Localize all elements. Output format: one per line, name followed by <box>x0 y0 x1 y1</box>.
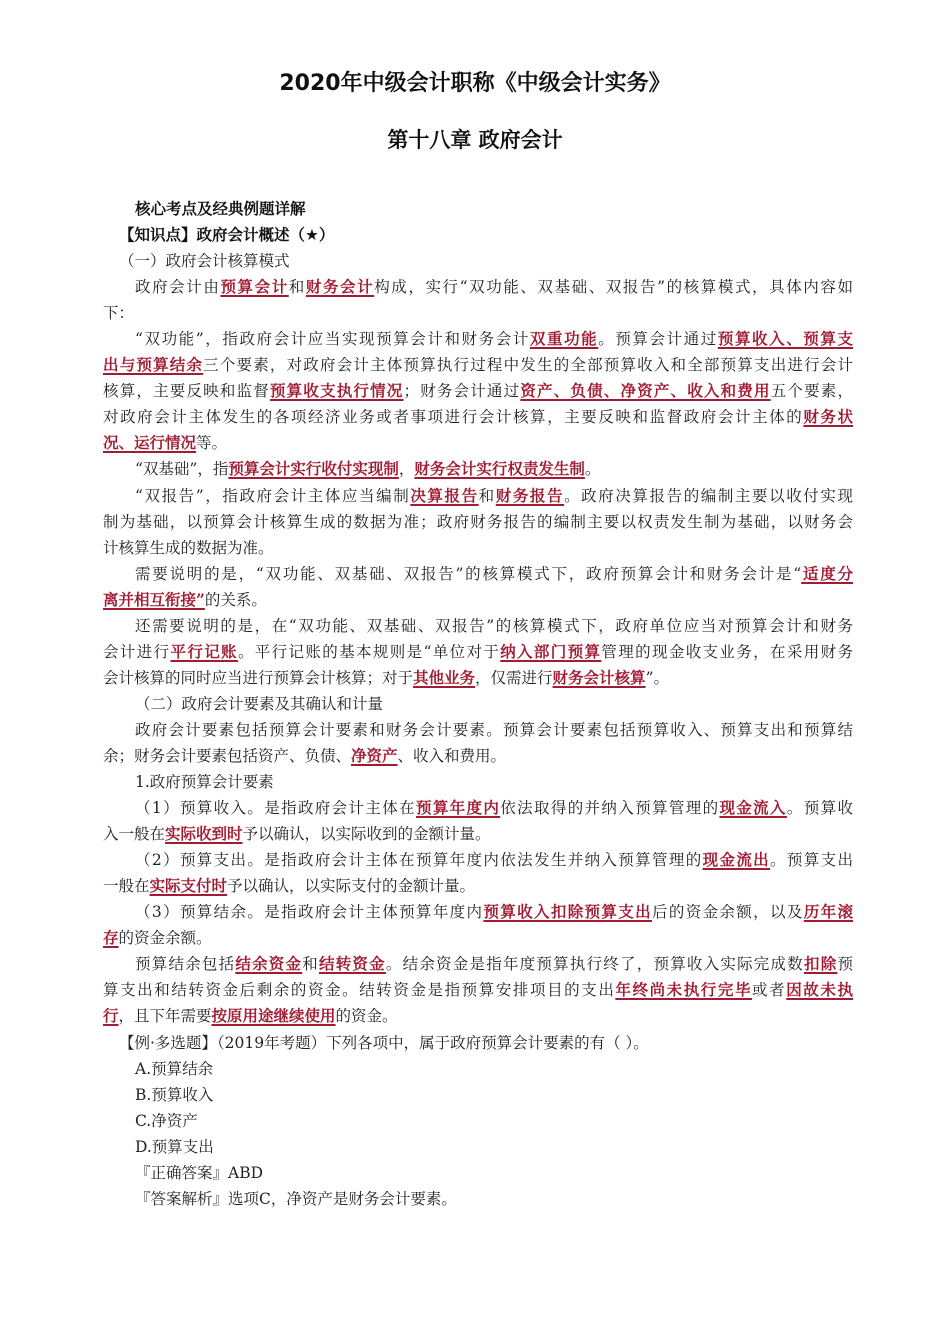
text-segment: 三个要素，对政府会计主体预算执行过程中发生的全部预算收入和全部预算支出进行会计 <box>203 356 853 375</box>
text-segment: 余；财务会计要素包括资产、负债、 <box>103 746 352 765</box>
text-line <box>103 717 853 743</box>
text-segment: 政府会计由 <box>135 278 221 297</box>
text-line <box>103 665 853 691</box>
text-line <box>103 977 853 1003</box>
text-segment: （1）预算收入。是指政府会计主体在 <box>135 799 416 818</box>
text-segment: 。预算收 <box>786 799 853 818</box>
key-term: 财务会计 <box>305 277 375 297</box>
text-segment: 构成，实行“双功能、双基础、双报告”的核算模式，具体内容如 <box>374 278 853 297</box>
key-term: 适度分 <box>801 563 853 583</box>
key-term: 纳入部门预算 <box>500 641 602 661</box>
key-term: 行 <box>103 1006 119 1026</box>
key-term: 离并相互衔接” <box>103 589 205 609</box>
key-term: 扣除 <box>803 954 838 974</box>
key-term: 平行记账 <box>170 641 238 661</box>
key-term: 其他业务 <box>413 667 476 687</box>
text-segment: ，且下年需要 <box>118 1007 212 1026</box>
text-segment: 会计核算的同时应当进行预算会计核算；对于 <box>103 668 414 687</box>
text-segment: D.预算支出 <box>135 1137 214 1156</box>
key-term: 财务状 <box>803 407 853 427</box>
text-line <box>103 456 853 482</box>
key-term: 结余资金 <box>235 954 303 974</box>
text-segment: 予以确认，以实际收到的金额计量。 <box>242 825 491 844</box>
text-segment: 下： <box>103 304 135 323</box>
text-segment: 一般在 <box>103 877 150 896</box>
text-line <box>103 925 853 951</box>
text-segment: “双基础”，指 <box>135 460 229 479</box>
text-segment: ”。 <box>645 668 669 687</box>
chapter-title: 第十八章 政府会计 <box>387 128 563 152</box>
text-line <box>103 326 853 352</box>
text-segment: 的关系。 <box>204 590 267 609</box>
text-line <box>103 639 853 665</box>
text-segment: 核心考点及经典例题详解 <box>135 200 306 218</box>
text-line <box>103 899 853 925</box>
text-segment: ，仅需进行 <box>475 668 553 687</box>
key-term: 现金流出 <box>702 850 771 870</box>
text-line <box>103 196 853 222</box>
text-line <box>103 743 853 769</box>
text-segment: 等。 <box>196 434 228 453</box>
text-segment: 的资金余额。 <box>118 929 212 948</box>
text-segment: ， <box>398 460 415 479</box>
key-term: 预算会计 <box>220 277 289 297</box>
text-line <box>103 378 853 404</box>
key-term: 实际支付时 <box>149 876 228 896</box>
text-segment: 对政府会计主体发生的各项经济业务或者事项进行会计核算，主要反映和监督政府会计主体的 <box>103 408 804 427</box>
text-line <box>103 1186 853 1212</box>
text-segment: 『答案解析』选项C，净资产是财务会计要素。 <box>135 1189 457 1208</box>
key-term: 因故未执 <box>786 980 853 1000</box>
text-line <box>103 1108 853 1134</box>
key-term: 预算收入、预算支 <box>717 329 853 349</box>
text-line <box>103 561 853 587</box>
text-segment: B.预算收入 <box>135 1085 214 1104</box>
text-segment: 。结余资金是指年度预算执行终了，预算收入实际完成数 <box>385 955 804 974</box>
text-segment: （2）预算支出。是指政府会计主体在预算年度内依法发生并纳入预算管理的 <box>135 851 703 870</box>
text-segment: 的资金。 <box>335 1007 398 1026</box>
text-segment: 需要说明的是，“双功能、双基础、双报告”的核算模式下，政府预算会计和财务会计是“ <box>135 564 802 583</box>
text-segment: 制为基础，以预算会计核算生成的数据为准；政府财务报告的编制主要以权责发生制为基础，以财务会 <box>103 512 853 531</box>
text-line <box>103 300 853 326</box>
text-line <box>103 769 853 795</box>
text-line <box>103 222 853 248</box>
text-segment: 政府会计要素包括预算会计要素和财务会计要素。预算会计要素包括预算收入、预算支出和预算结 <box>135 720 853 739</box>
text-segment: 。 <box>584 460 601 479</box>
text-line <box>103 691 853 717</box>
text-segment: ；财务会计通过 <box>403 382 521 401</box>
text-segment: 后的资金余额，以及 <box>652 903 804 922</box>
key-term: 出与预算结余 <box>103 355 204 375</box>
document-title: 2020年中级会计职称《中级会计实务》 <box>279 71 671 96</box>
text-segment: “双报告”，指政府会计主体应当编制 <box>135 486 411 505</box>
key-term: 现金流入 <box>719 798 787 818</box>
text-line <box>103 352 853 378</box>
key-term: 财务会计核算 <box>552 667 646 687</box>
text-segment: 【知识点】政府会计概述（★） <box>119 226 335 245</box>
text-segment: 1.政府预算会计要素 <box>135 773 274 792</box>
text-line <box>103 535 853 561</box>
text-segment: 。预算会计通过 <box>598 330 718 349</box>
text-segment: 管理的现金收支业务，在采用财务 <box>601 642 853 661</box>
text-line <box>103 1056 853 1082</box>
text-segment: 『正确答案』ABD <box>135 1163 264 1182</box>
text-line <box>103 1030 853 1056</box>
text-line <box>103 847 853 873</box>
text-line <box>103 795 853 821</box>
text-segment: 【例·多选题】（2019年考题）下列各项中，属于政府预算会计要素的有（ ）。 <box>119 1033 649 1052</box>
text-line <box>103 821 853 847</box>
text-line <box>103 1082 853 1108</box>
text-segment: 。平行记账的基本规则是“单位对于 <box>237 642 501 661</box>
key-term: 预算收入扣除预算支出 <box>483 902 652 922</box>
text-segment: 和 <box>302 955 319 974</box>
key-term: 预算年度内 <box>415 798 501 818</box>
text-segment: 计核算生成的数据为准。 <box>103 538 274 557</box>
text-line <box>103 613 853 639</box>
text-segment: A.预算结余 <box>135 1059 214 1078</box>
key-term: 存 <box>103 928 119 948</box>
text-segment: 依法取得的并纳入预算管理的 <box>500 799 720 818</box>
text-line <box>103 1134 853 1160</box>
text-segment: C.净资产 <box>135 1111 198 1130</box>
text-segment: “双功能”，指政府会计应当实现预算会计和财务会计 <box>135 330 530 349</box>
key-term: 财务报告 <box>495 485 565 505</box>
text-segment: （二）政府会计要素及其确认和计量 <box>135 694 384 713</box>
key-term: 况、运行情况 <box>103 433 197 453</box>
text-line <box>103 587 853 613</box>
text-segment: 、收入和费用。 <box>397 746 507 765</box>
text-segment: 。预算支出 <box>770 851 853 870</box>
text-line <box>103 248 853 274</box>
key-term: 双重功能 <box>529 329 599 349</box>
text-segment: 会计进行 <box>103 642 171 661</box>
text-segment: 五个要素， <box>770 382 853 401</box>
text-segment: （3）预算结余。是指政府会计主体预算年度内 <box>135 903 484 922</box>
key-term: 结转资金 <box>318 954 386 974</box>
key-term: 财务会计实行权责发生制 <box>414 459 585 479</box>
text-segment: 入一般在 <box>103 825 166 844</box>
text-line <box>103 430 853 456</box>
text-segment: 算支出和结转资金后剩余的资金。结转资金是指预算安排项目的支出 <box>103 981 616 1000</box>
text-line <box>103 483 853 509</box>
text-segment: 还需要说明的是，在“双功能、双基础、双报告”的核算模式下，政府单位应当对预算会计和财务 <box>135 616 853 635</box>
text-line <box>103 873 853 899</box>
text-line <box>103 1160 853 1186</box>
text-segment: 核算，主要反映和监督 <box>103 382 270 401</box>
key-term: 预算收支执行情况 <box>269 381 404 401</box>
text-segment: 予以确认，以实际支付的金额计量。 <box>227 877 476 896</box>
key-term: 年终尚未执行完毕 <box>615 980 753 1000</box>
text-line <box>103 404 853 430</box>
text-segment: 预算结余包括 <box>135 955 236 974</box>
text-segment: 或者 <box>752 981 787 1000</box>
text-segment: （一）政府会计核算模式 <box>119 252 290 271</box>
key-term: 决算报告 <box>410 485 479 505</box>
document-body <box>103 196 853 1212</box>
key-term: 净资产 <box>351 745 398 765</box>
key-term: 资产、负债、净资产、收入和费用 <box>520 381 771 401</box>
text-segment: 预 <box>837 955 853 974</box>
key-term: 预算会计实行收付实现制 <box>228 459 399 479</box>
key-term: 历年滚 <box>803 902 853 922</box>
text-line <box>103 1003 853 1029</box>
text-line <box>103 951 853 977</box>
text-line <box>103 509 853 535</box>
text-segment: 和 <box>288 278 306 297</box>
text-segment: 和 <box>478 486 496 505</box>
text-line <box>103 274 853 300</box>
text-segment: 。政府决算报告的编制主要以收付实现 <box>564 486 853 505</box>
key-term: 实际收到时 <box>165 824 243 844</box>
key-term: 按原用途继续使用 <box>211 1006 336 1026</box>
